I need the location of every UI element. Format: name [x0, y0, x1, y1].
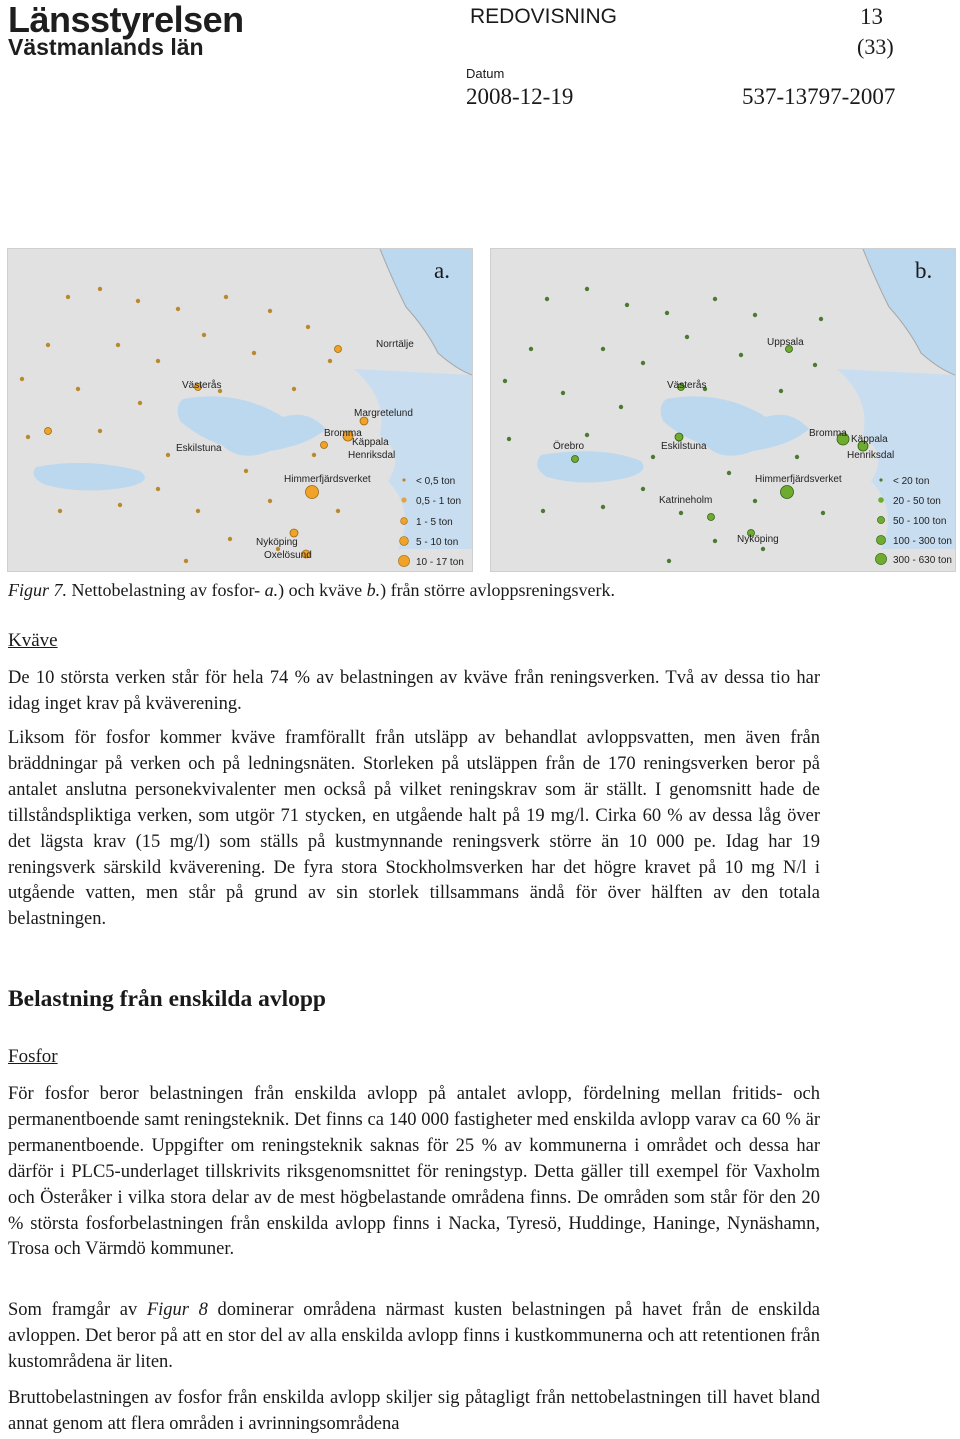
caption-a: a. — [264, 580, 279, 600]
label-kappala: Käppala — [352, 437, 389, 448]
panel-letter-b: b. — [915, 258, 933, 283]
section-heading-enskilda: Belastning från enskilda avlopp — [8, 986, 326, 1012]
document-date: 2008-12-19 — [466, 84, 574, 109]
legend-item-5: 10 - 17 ton — [416, 557, 464, 568]
label-himmerfjard: Himmerfjärdsverket — [755, 474, 842, 485]
label-margretelund: Margretelund — [354, 408, 413, 419]
paragraph-4-text-1: Som framgår av — [8, 1300, 147, 1320]
logo-county: Västmanlands län — [8, 34, 204, 60]
paragraph-1: De 10 största verken står för hela 74 % av belastningen av kväve från reningsverken. Två av dessa tio har idag inget krav på kväverening. — [8, 668, 820, 714]
label-katrineholm: Katrineholm — [659, 495, 713, 506]
caption-text-2: ) och kväve — [278, 580, 367, 600]
label-himmerfjard: Himmerfjärdsverket — [284, 474, 371, 485]
panel-letter-a: a. — [434, 258, 450, 283]
paragraph-4-text-2: dominerar områdena närmast kusten belastningen på havet från de enskilda avloppen. Det beror på att en stor del av alla enskilda avlopp finns i kustkommunerna och att retentionen från kustområdena är liten. — [8, 1300, 821, 1372]
label-oxelosund: Oxelösund — [264, 550, 312, 561]
map-phosphorus — [7, 248, 473, 572]
label-nykoping: Nyköping — [737, 534, 779, 545]
map-nitrogen — [490, 248, 956, 572]
label-vasteras: Västerås — [667, 380, 707, 391]
label-nykoping: Nyköping — [256, 537, 298, 548]
label-kappala: Käppala — [851, 434, 888, 445]
label-bromma: Bromma — [324, 428, 362, 439]
legend-item-1: < 20 ton — [893, 476, 930, 487]
label-henriksdal: Henriksdal — [847, 450, 895, 461]
legend-item-3: 1 - 5 ton — [416, 517, 453, 528]
document-id: 537-13797-2007 — [742, 84, 896, 109]
legend-item-2: 0,5 - 1 ton — [416, 496, 462, 507]
legend-item-4: 5 - 10 ton — [416, 537, 459, 548]
figure-caption — [8, 580, 615, 601]
caption-text-3: ) från större avloppsreningsverk. — [380, 580, 616, 600]
label-bromma: Bromma — [809, 428, 847, 439]
caption-text-1: Nettobelastning av fosfor- — [67, 580, 265, 600]
document-type: REDOVISNING — [470, 5, 618, 28]
paragraph-4 — [8, 1298, 820, 1376]
legend-item-3: 50 - 100 ton — [893, 516, 947, 527]
page-number: 13 — [860, 4, 883, 29]
label-uppsala: Uppsala — [767, 337, 804, 348]
legend-item-2: 20 - 50 ton — [893, 496, 941, 507]
legend-item-4: 100 - 300 ton — [893, 536, 952, 547]
caption-prefix: Figur 7. — [8, 580, 68, 600]
label-orebro: Örebro — [553, 441, 585, 452]
legend-item-5: 300 - 630 ton — [893, 555, 952, 566]
heading-kvave: Kväve — [8, 630, 58, 651]
caption-b: b. — [366, 580, 381, 600]
heading-fosfor: Fosfor — [8, 1046, 58, 1067]
label-eskilstuna: Eskilstuna — [661, 441, 707, 452]
legend-item-1: < 0,5 ton — [416, 476, 456, 487]
label-eskilstuna: Eskilstuna — [176, 443, 222, 454]
page-total: (33) — [857, 34, 894, 59]
figure-reference: Figur 8 — [146, 1300, 208, 1320]
paragraph-3: För fosfor beror belastningen från enskilda avlopp på antalet avlopp, fördelning mellan fritids- och permanentboende samt reningsteknik. Det finns ca 140 000 fastigheter med enskilda avlopp varav ca 60 % är permanentboende. Uppgifter om reningsteknik saknas för 25 % av kommunerna i området och dessa har därför i PLC5-underlaget tillskrivits riksgenomsnittet för reningstyp. Detta gäller till exempel för Vaxholm och Österåker i vilka stora delar av de mest högbelastande områdena finns. De områden som står för den 20 % största fosforbelastningen från enskilda avlopp finns i Nacka, Tyresö, Huddinge, Haninge, Nynäshamn, Trosa och Värmdö kommuner. — [8, 1084, 820, 1260]
paragraph-2: Liksom för fosfor kommer kväve framförallt från utsläpp av behandlat avloppsvatten, men även från bräddningar på verken och på ledningsnäten. Storleken på utsläppen från de 170 reningsverken beror på antalet anslutna personekvivalenter men också på vilket reningskrav som är ställt. I genomsnitt hade de tillståndspliktiga verken, som utgör 71 stycken, en utgående halt på 19 mg/l. Cirka 60 % av dessa låg över det lägsta krav (15 mg/l) som ställs på kustmynnande reningsverk större än 10 000 pe. Idag har 19 reningsverk särskild kväverening. De fyra stora Stockholmsverken har det högre kravet på 10 mg N/l i utgående vatten, men står på grund av sin storlek tillsammans ändå för över hälften av den totala belastningen. — [8, 728, 820, 930]
date-label: Datum — [466, 66, 505, 81]
label-norrtalje: Norrtälje — [376, 339, 414, 350]
logo-lansstyrelsen: Länsstyrelsen — [8, 0, 244, 40]
paragraph-5: Bruttobelastningen av fosfor från enskilda avlopp skiljer sig påtagligt från nettobelastningen till havet bland annat genom att flera områden i avrinningsområdena — [8, 1388, 820, 1434]
label-vasteras: Västerås — [182, 380, 222, 391]
label-henriksdal: Henriksdal — [348, 450, 396, 461]
